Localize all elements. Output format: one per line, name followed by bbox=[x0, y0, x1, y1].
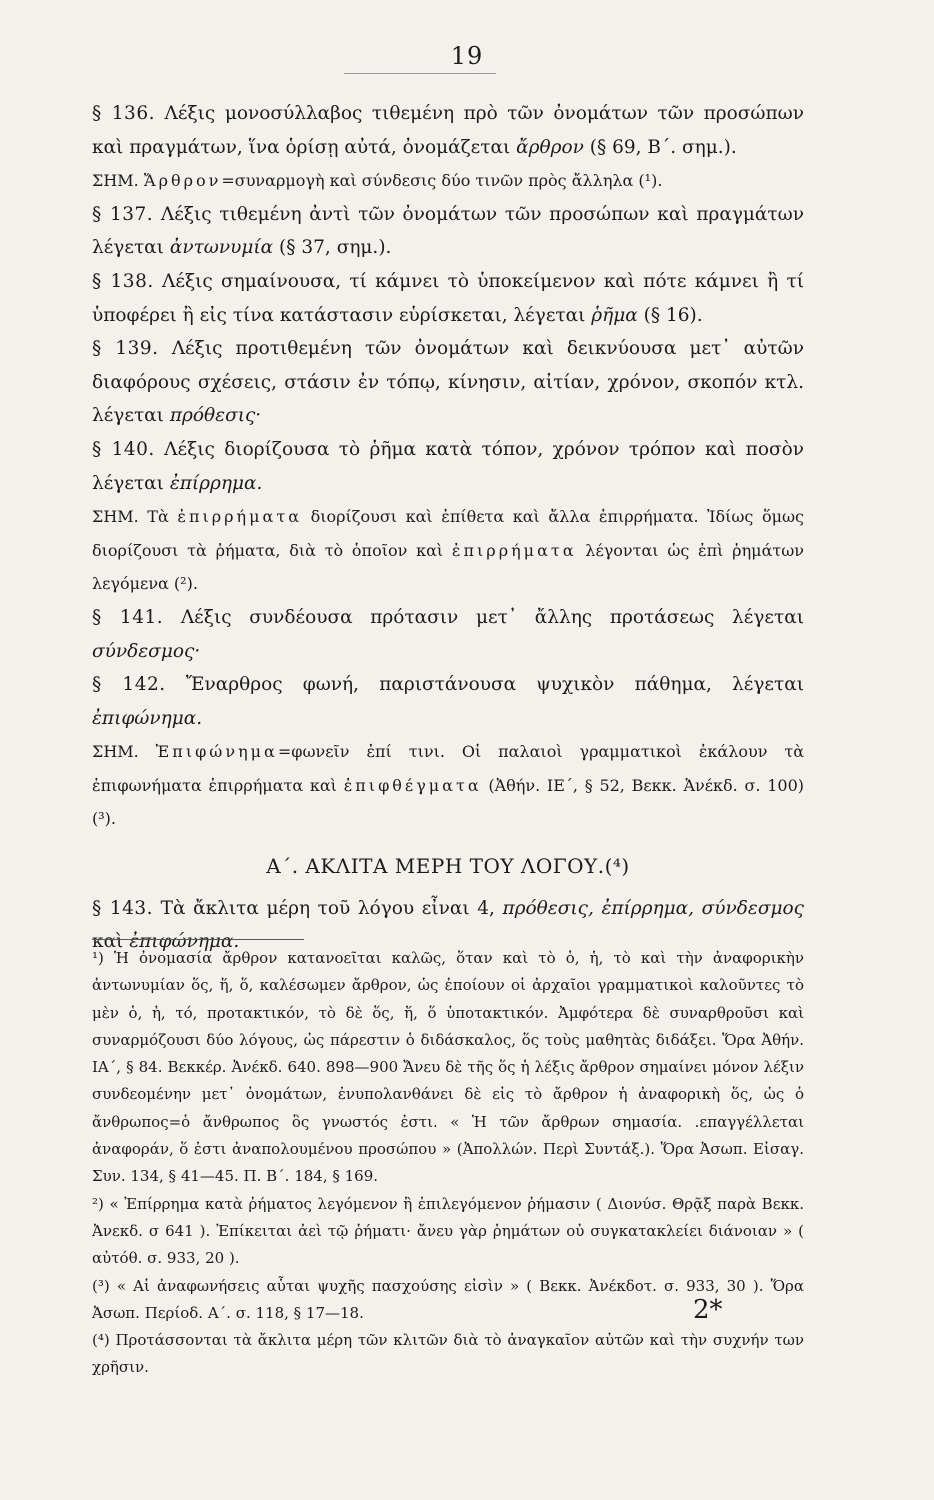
footnote-2: ²) « Ἐπίρρημα κατὰ ῥήματος λεγόμενον ἢ ἐπιλεγόμενον ῥήμασιν ( Διονύσ. Θρᾷξ παρὰ Βεκκ. Ἀνεκδ. σ 641 ). Ἐπίκειται ἀεὶ τῷ ῥήματι· ἄνευ γὰρ ῥημάτων οὐ συγκατακλείει διάνοιαν » ( αὐτόθ. σ. 933, 20 ). bbox=[92, 1194, 804, 1268]
header-rule bbox=[344, 73, 496, 74]
paragraph-141: § 141. Λέξις συνδέουσα πρότασιν μετ᾽ ἄλλης προτάσεως λέγεται σύνδεσμος· bbox=[92, 606, 804, 662]
page-number: 19 bbox=[450, 42, 484, 70]
footnote-1: ¹) Ἡ ὀνομασία ἄρθρον κατανοεῖται καλῶς, ὅταν καὶ τὸ ὁ, ἡ, τὸ καὶ τὴν ἀναφορικὴν ἀντωνυμίαν ὅς, ἥ, ὅ, καλέσωμεν ἄρθρον, ὡς ἐποίουν οἱ ἀρχαῖοι γραμματικοὶ καλοῦντες τὸ μὲν ὁ, ἡ, τό, προτακτικόν, τὸ δὲ ὅς, ἥ, ὅ ὑποτακτικόν. Ἀμφότερα δὲ συναρθροῦσι καὶ συναρμόζουσι δύο λόγους, ὡς πάρεστιν ὁ διδάσκαλος, ὅς τοὺς μαθητὰς διδάξει. Ὅρα Ἀθήν. ΙΑ΄, § 84. Βεκκέρ. Ἀνέκδ. 640. 898—900 Ἄνευ δὲ τῆς ὅς ἡ λέξις ἄρθρον σημαίνει μόνον λέξιν συνδεομένην μετ᾽ ὀνομάτων, ἐνυπολανθάνει δὲ εἰς τὸ ἄρθρον ἡ ἀναφορικὴ ὅς, ὡς ὁ ἄνθρωπος=ὁ ἄνθρωπος ὃς γνωστός ἐστι. « Ἡ τῶν ἄρθρων σημασία. .επαγγέλλεται ἀναφοράν, ὅ ἐστι ἀναπολουμένου προσώπου » (Ἀπολλών. Περὶ Συντάξ.). Ὅρα Ἀσωπ. Εἰσαγ. Συν. 134, § 41—45. Π. Β΄. 184, § 169. bbox=[92, 949, 804, 1186]
note-142: ΣΗΜ. Ἐπιφώνημα=φωνεῖν ἐπί τινι. Οἱ παλαιοὶ γραμματικοὶ ἐκάλουν τὰ ἐπιφωνήματα ἐπιρρήματα καὶ ἐπιφθέγματα (Ἀθήν. ΙΕ΄, § 52, Βεκκ. Ἀνέκδ. σ. 100) (³). bbox=[92, 742, 805, 829]
paragraph-143: § 143. Τὰ ἄκλιτα μέρη τοῦ λόγου εἶναι 4, πρόθεσις, ἐπίρρημα, σύνδεσμος καὶ ἐπιφώνημα. bbox=[92, 897, 804, 953]
main-text bbox=[92, 97, 804, 959]
note-136: ΣΗΜ. Ἄρθρον=συναρμογὴ καὶ σύνδεσις δύο τινῶν πρὸς ἄλληλα (¹). bbox=[92, 171, 663, 191]
paragraph-136: § 136. Λέξις μονοσύλλαβος τιθεμένη πρὸ τῶν ὀνομάτων τῶν προσώπων καὶ πραγμάτων, ἵνα ὁρίσῃ αὐτά, ὀνομάζεται ἄρθρον (§ 69, Β΄. σημ.). bbox=[92, 103, 805, 158]
paragraph-140: § 140. Λέξις διορίζουσα τὸ ῥῆμα κατὰ τόπον, χρόνον τρόπον καὶ ποσὸν λέγεται ἐπίρρημα. bbox=[92, 438, 804, 494]
note-140: ΣΗΜ. Τὰ ἐπιρρήματα διορίζουσι καὶ ἐπίθετα καὶ ἄλλα ἐπιρρήματα. Ἰδίως ὅμως διορίζουσι τὰ ῥήματα, διὰ τὸ ὁποῖον καὶ ἐπιρρήματα λέγονται ὡς ἐπὶ ῥημάτων λεγόμενα (²). bbox=[92, 507, 805, 594]
footnote-separator bbox=[92, 939, 304, 940]
paragraph-142: § 142. Ἔναρθρος φωνή, παριστάνουσα ψυχικὸν πάθημα, λέγεται ἐπιφώνημα. bbox=[92, 674, 804, 729]
section-heading: Α΄. ΑΚΛΙΤΑ ΜΕΡΗ ΤΟΥ ΛΟΓΟΥ.(⁴) bbox=[266, 854, 630, 879]
paragraph-138: § 138. Λέξις σημαίνουσα, τί κάμνει τὸ ὑποκείμενον καὶ πότε κάμνει ἢ τί ὑποφέρει ἢ εἰς τίνα κατάστασιν εὑρίσκεται, λέγεται ῥῆμα (§ 16). bbox=[92, 270, 804, 326]
signature-mark: 2* bbox=[693, 1295, 723, 1325]
footnote-4: (⁴) Προτάσσονται τὰ ἄκλιτα μέρη τῶν κλιτῶν διὰ τὸ ἀναγκαῖον αὐτῶν καὶ τὴν συχνήν των χρῆσιν. bbox=[92, 1331, 804, 1377]
paragraph-137: § 137. Λέξις τιθεμένη ἀντὶ τῶν ὀνομάτων τῶν προσώπων καὶ πραγμάτων λέγεται ἀντωνυμία (§ 37, σημ.). bbox=[92, 203, 804, 259]
paragraph-139: § 139. Λέξις προτιθεμένη τῶν ὀνομάτων καὶ δεικνύουσα μετ᾽ αὐτῶν διαφόρους σχέσεις, στάσιν ἐν τόπῳ, κίνησιν, αἰτίαν, χρόνον, σκοπόν κτλ. λέγεται πρόθεσις· bbox=[92, 338, 804, 427]
footnote-3: (³) « Αἱ ἀναφωνήσεις αὗται ψυχῆς πασχούσης εἰσὶν » ( Βεκκ. Ἀνέκδοτ. σ. 933, 30 ). Ὅρα Ἀσωπ. Περίοδ. Α΄. σ. 118, § 17—18. bbox=[92, 1276, 804, 1322]
